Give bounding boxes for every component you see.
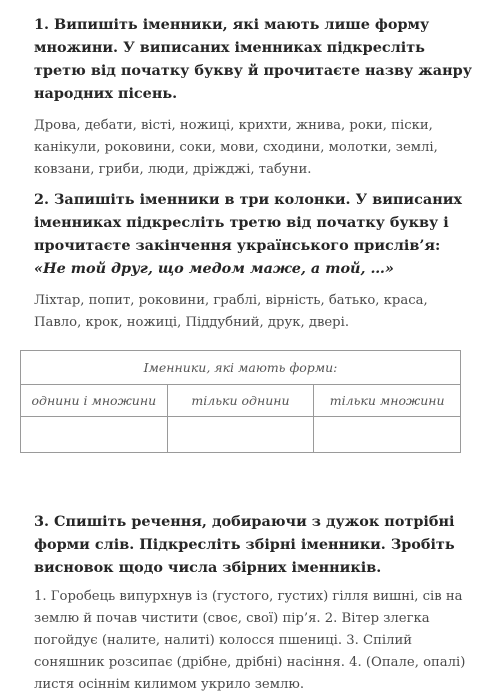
task-1-word-list: Дрова, дебати, вісті, ножиці, крихти, жнива, роки, піски, канікули, роковини, соки, мови, сходини, молотки, землі, ковзани, гриби, люди, дріжджі, табуни. xyxy=(34,118,438,177)
column-singular-plural: однини і множини xyxy=(21,385,168,417)
answer-cell-singular-plural[interactable] xyxy=(21,417,168,453)
answer-cell-singular-only[interactable] xyxy=(167,417,314,453)
task-3-title: 3. Спишіть речення, добираючи з дужок потрібні форми слів. Підкресліть збірні іменники. Зробіть висновок щодо числа збірних іменників. xyxy=(34,513,455,576)
task-2-word-list: Ліхтар, попит, роковини, граблі, вірність, батько, краса, Павло, крок, ножиці, Піддубний, друк, двері. xyxy=(34,293,428,330)
noun-forms-table xyxy=(20,350,461,453)
table-header: Іменники, які мають форми: xyxy=(21,351,461,385)
task-2-title xyxy=(34,188,474,280)
task-2-proverb-quote: «Не той друг, що медом маже, а той, …» xyxy=(34,260,394,277)
column-plural-only: тільки множини xyxy=(314,385,461,417)
table-header-row xyxy=(21,351,461,385)
task-2-title-text: 2. Запишіть іменники в три колонки. У виписаних іменниках підкресліть третю від початку букву і прочитаєте закінчення українського прислів’я: xyxy=(34,191,462,254)
table-columns-row xyxy=(21,385,461,417)
column-singular-only: тільки однини xyxy=(167,385,314,417)
task-1-title: 1. Випишіть іменники, які мають лише форму множини. У виписаних іменниках підкресліть третю від початку букву й прочитаєте назву жанру народних пісень. xyxy=(34,16,472,102)
table-answer-row xyxy=(21,417,461,453)
task-3-sentences: 1. Горобець випурхнув із (густого, густих) гілля вишні, сів на землю й почав чистити (своє, свої) пір’я. 2. Вітер злегка погойдує (налите, налиті) колосся пшениці. 3. Спілий соняшник розсипає (дрібне, дрібні) насіння. 4. (Опале, опалі) листя осіннім килимом укрило землю. xyxy=(34,589,466,692)
answer-cell-plural-only[interactable] xyxy=(314,417,461,453)
